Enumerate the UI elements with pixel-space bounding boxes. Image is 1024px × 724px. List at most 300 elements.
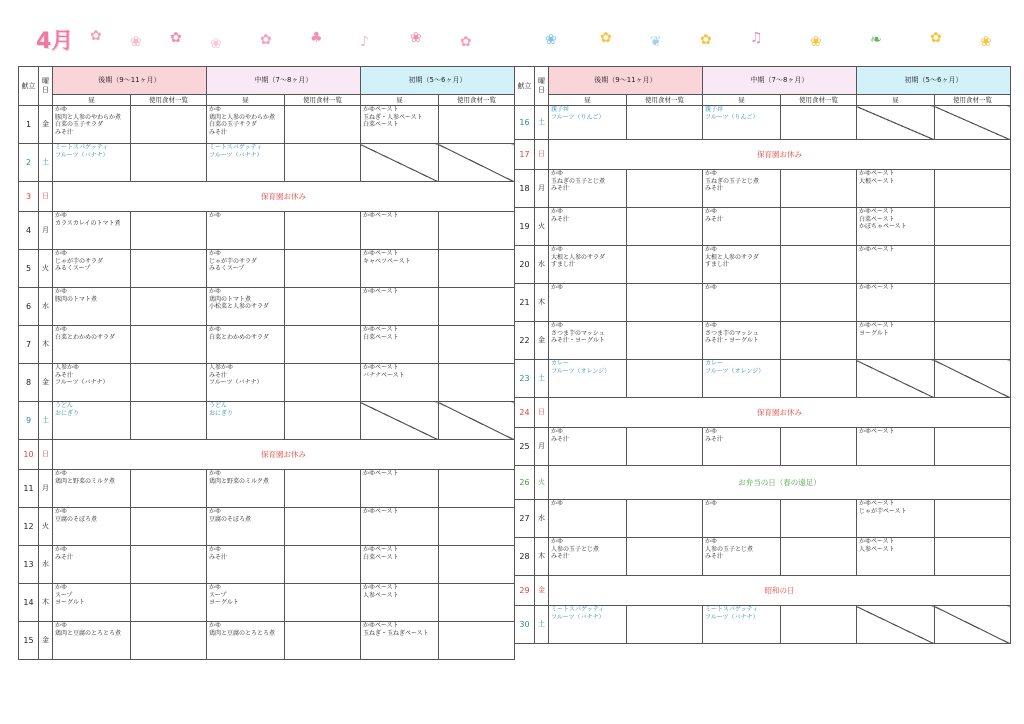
- menu-item: かゆ: [55, 622, 68, 629]
- weekday: 金: [39, 622, 53, 660]
- menu-item: キャベツペースト: [362, 257, 411, 265]
- ingredients-cell: [934, 500, 1010, 538]
- weekday: 金: [535, 576, 549, 606]
- menu-cell: [53, 402, 131, 440]
- ingredients-cell: [284, 402, 360, 440]
- ingredients-cell: [780, 500, 856, 538]
- header-banner: [0, 0, 1024, 62]
- menu-item: フルーツ（りんご）: [704, 113, 759, 121]
- ingredients-cell: [934, 428, 1010, 466]
- ingredients-cell: [284, 212, 360, 250]
- menu-cell: [856, 428, 934, 466]
- ingredients-cell: [284, 250, 360, 288]
- menu-item: ミートスパゲッティ: [55, 144, 109, 151]
- table-row: [19, 584, 515, 622]
- menu-item: かゆ: [208, 288, 221, 295]
- menu-item: かゆ: [55, 470, 68, 477]
- menu-cell: [702, 106, 780, 140]
- menu-item: みるくスープ: [55, 265, 91, 272]
- weekday: 土: [535, 106, 549, 140]
- weekday: 日: [535, 398, 549, 428]
- weekday: 木: [535, 284, 549, 322]
- table-row: [19, 144, 515, 182]
- table-row: [19, 212, 515, 250]
- menu-item: みそ汁: [551, 185, 570, 192]
- menu-item: かぼちゃペースト: [858, 223, 907, 230]
- day-number: 5: [19, 250, 39, 288]
- menu-item: かゆ: [551, 170, 564, 177]
- table-row: [19, 440, 515, 470]
- ingredients-cell: [284, 546, 360, 584]
- ingredients-cell: [934, 284, 1010, 322]
- menu-item: かゆペースト: [362, 288, 399, 295]
- menu-item: みそ汁: [55, 553, 74, 561]
- menu-cell: [856, 246, 934, 284]
- menu-item: かゆ: [704, 284, 717, 291]
- menu-cell: [549, 284, 627, 322]
- butterfly-icon: ❦: [650, 34, 662, 50]
- ingredients-cell: [438, 508, 514, 546]
- menu-item: フルーツ（バナナ）: [208, 151, 263, 159]
- menu-item: 豆腐のそぼろ煮: [55, 515, 98, 523]
- menu-item: かゆ: [55, 212, 68, 219]
- menu-cell: [702, 208, 780, 246]
- menu-item: 白菜ペースト: [858, 215, 895, 223]
- weekday: 火: [535, 466, 549, 500]
- menu-item: 人参かゆ: [55, 364, 80, 371]
- menu-cell: [856, 538, 934, 576]
- lunch-header: 昼: [360, 95, 438, 106]
- menu-item: 人参の玉子とじ煮: [704, 545, 753, 553]
- ingredients-cell: [780, 208, 856, 246]
- menu-item: 大根と人参のサラダ: [551, 253, 605, 261]
- menu-item: 親子丼: [551, 106, 570, 113]
- menu-item: みそ汁: [704, 215, 723, 223]
- menu-cell: [206, 508, 284, 546]
- menu-cell: [53, 288, 131, 326]
- menu-item: フルーツ（バナナ）: [55, 151, 109, 159]
- menu-item: かゆ: [208, 622, 221, 629]
- menu-cell: [549, 170, 627, 208]
- menu-cell: [360, 288, 438, 326]
- table-row: [515, 140, 1011, 170]
- menu-item: 白菜ペースト: [362, 553, 399, 561]
- menu-item: かゆ: [55, 326, 68, 333]
- ingredients-cell: [934, 208, 1010, 246]
- ingredients-cell: [626, 208, 702, 246]
- menu-item: スープ: [208, 591, 227, 599]
- early-stage-header: 初期（5～6ヶ月）: [360, 67, 514, 95]
- menu-cell: [206, 106, 284, 144]
- music-note-icon: ♪: [360, 34, 369, 50]
- ingredients-cell: [626, 606, 702, 644]
- ingredients-cell: [626, 246, 702, 284]
- menu-item: おにぎり: [208, 409, 233, 417]
- weekday: 水: [39, 546, 53, 584]
- ingredients-cell: [626, 322, 702, 360]
- kondate-header: 献立: [19, 67, 39, 106]
- menu-item: カレー: [704, 360, 723, 367]
- weekday: 水: [39, 288, 53, 326]
- ingredients-cell: [438, 470, 514, 508]
- menu-cell: [53, 364, 131, 402]
- day-number: 12: [19, 508, 39, 546]
- weekday: 金: [39, 106, 53, 144]
- menu-item: かゆ: [704, 538, 717, 545]
- menu-item: かゆ: [551, 322, 564, 329]
- menu-cell: [549, 246, 627, 284]
- weekday: 土: [535, 360, 549, 398]
- ingredients-cell: [780, 360, 856, 398]
- table-row: [19, 622, 515, 660]
- ingredients-cell: [438, 622, 514, 660]
- menu-item: 鶏肉と野菜のミルク煮: [55, 477, 115, 485]
- ingredients-cell: [130, 402, 206, 440]
- menu-item: かゆ: [551, 428, 564, 435]
- menu-item: かゆペースト: [362, 508, 399, 515]
- table-row: [515, 208, 1011, 246]
- menu-cell: [702, 170, 780, 208]
- ingredients-cell: [130, 288, 206, 326]
- menu-item: かゆ: [208, 584, 221, 591]
- leaf-icon: ❧: [870, 32, 882, 48]
- menu-item: かゆ: [704, 428, 717, 435]
- menu-cell: [360, 326, 438, 364]
- menu-cell: [702, 428, 780, 466]
- menu-cell: [360, 622, 438, 660]
- ingredients-cell: [626, 360, 702, 398]
- ingredients-cell: [934, 170, 1010, 208]
- menu-cell: [702, 246, 780, 284]
- menu-cell: [549, 106, 627, 140]
- menu-item: かゆ: [208, 250, 221, 257]
- weekday: 木: [39, 584, 53, 622]
- ingredients-cell: [438, 326, 514, 364]
- menu-item: みそ汁: [704, 435, 723, 443]
- ingredients-cell: [626, 106, 702, 140]
- ingredients-cell: [780, 428, 856, 466]
- menu-item: 小松菜と人参のサラダ: [208, 303, 269, 310]
- flower-icon: ❀: [545, 32, 557, 48]
- menu-cell: [53, 106, 131, 144]
- menu-item: みそ汁: [55, 128, 74, 136]
- ingredients-cell: [780, 284, 856, 322]
- ingredients-cell: [438, 212, 514, 250]
- day-number: 8: [19, 364, 39, 402]
- flower-icon: ❀: [980, 34, 992, 50]
- menu-cell: [549, 606, 627, 644]
- table-row: [19, 508, 515, 546]
- menu-cell: [856, 500, 934, 538]
- menu-item: かゆペースト: [858, 246, 895, 253]
- lunch-header: 昼: [206, 95, 284, 106]
- ingredients-cell: [934, 322, 1010, 360]
- menu-item: ミートスパゲッティ: [551, 606, 605, 613]
- menu-item: うどん: [208, 402, 227, 409]
- menu-item: 白菜とわかめのサラダ: [208, 333, 269, 341]
- weekday: 日: [39, 182, 53, 212]
- menu-item: かゆペースト: [362, 470, 399, 477]
- menu-item: かゆ: [55, 508, 68, 515]
- menu-item: かゆ: [704, 500, 717, 507]
- menu-item: かゆペースト: [858, 284, 895, 291]
- menu-cell: [206, 402, 284, 440]
- table-row: [19, 326, 515, 364]
- menu-item: じゃが芋のサラダ: [208, 257, 257, 265]
- empty-cell: [438, 144, 514, 182]
- table-row: [19, 250, 515, 288]
- menu-item: 豚肉のトマト煮: [55, 295, 98, 303]
- ingredients-cell: [934, 246, 1010, 284]
- menu-item: かゆ: [208, 470, 221, 477]
- weekday: 月: [535, 170, 549, 208]
- weekday: 木: [39, 326, 53, 364]
- menu-table-right: [514, 66, 1011, 644]
- menu-item: 親子丼: [704, 106, 723, 113]
- table-row: [515, 606, 1011, 644]
- menu-item: かゆ: [208, 546, 221, 553]
- flower-icon: ❀: [810, 34, 822, 50]
- menu-item: かゆペースト: [362, 584, 399, 591]
- table-row: [515, 170, 1011, 208]
- menu-cell: [53, 144, 131, 182]
- flower-icon: ✿: [600, 30, 612, 46]
- ingredients-cell: [438, 288, 514, 326]
- ingredients-cell: [284, 326, 360, 364]
- menu-cell: [702, 606, 780, 644]
- menu-item: かゆ: [704, 322, 717, 329]
- menu-cell: [549, 360, 627, 398]
- day-number: 26: [515, 466, 535, 500]
- menu-item: かゆ: [55, 546, 68, 553]
- menu-cell: [702, 538, 780, 576]
- menu-item: 鶏肉と人参のやわらか煮: [208, 113, 275, 121]
- table-row: [515, 284, 1011, 322]
- menu-item: バナナペースト: [362, 371, 405, 379]
- menu-cell: [360, 584, 438, 622]
- ingredients-cell: [130, 508, 206, 546]
- ingredients-cell: [626, 284, 702, 322]
- menu-item: かゆ: [55, 584, 68, 591]
- ingredients-cell: [130, 622, 206, 660]
- table-row: [515, 500, 1011, 538]
- menu-cell: [206, 622, 284, 660]
- menu-item: かゆ: [704, 208, 717, 215]
- weekday: 月: [39, 470, 53, 508]
- late-stage-header: 後期（9～11ヶ月）: [53, 67, 207, 95]
- menu-item: フルーツ（オレンジ）: [551, 367, 611, 375]
- menu-cell: [549, 538, 627, 576]
- menu-item: 人参かゆ: [208, 364, 233, 371]
- day-number: 27: [515, 500, 535, 538]
- table-row: [19, 470, 515, 508]
- ingredients-cell: [934, 538, 1010, 576]
- menu-item: 鶏肉と豆腐のとろとろ煮: [55, 629, 122, 637]
- weekday-header: 曜日: [39, 67, 53, 106]
- menu-item: かゆペースト: [858, 538, 895, 545]
- ingredients-cell: [130, 546, 206, 584]
- menu-cell: [53, 584, 131, 622]
- mid-stage-header: 中期（7～8ヶ月）: [206, 67, 360, 95]
- menu-cell: [856, 322, 934, 360]
- empty-cell: [934, 106, 1010, 140]
- menu-item: フルーツ（オレンジ）: [704, 367, 765, 375]
- menu-item: かゆ: [208, 326, 221, 333]
- menu-cell: [206, 584, 284, 622]
- menu-cell: [856, 208, 934, 246]
- menu-cell: [549, 500, 627, 538]
- menu-table-left: [18, 66, 515, 660]
- mid-stage-header: 中期（7～8ヶ月）: [702, 67, 856, 95]
- table-row: [515, 360, 1011, 398]
- menu-item: じゃが芋ペースト: [858, 507, 907, 515]
- table-row: [19, 546, 515, 584]
- menu-cell: [856, 170, 934, 208]
- day-number: 10: [19, 440, 39, 470]
- empty-cell: [856, 606, 934, 644]
- table-row: [515, 466, 1011, 500]
- day-number: 15: [19, 622, 39, 660]
- day-number: 21: [515, 284, 535, 322]
- menu-item: 白菜の玉子サラダ: [208, 121, 257, 128]
- flower-icon: ✿: [170, 30, 182, 46]
- ingredients-header: 使用食材一覧: [934, 95, 1010, 106]
- table-row: [515, 398, 1011, 428]
- day-number: 9: [19, 402, 39, 440]
- menu-item: かゆ: [55, 288, 68, 295]
- menu-item: みそ汁: [551, 435, 570, 443]
- table-row: [19, 182, 515, 212]
- ingredients-cell: [626, 428, 702, 466]
- ingredients-cell: [130, 326, 206, 364]
- menu-item: かゆ: [551, 208, 564, 215]
- menu-cell: [702, 360, 780, 398]
- day-number: 11: [19, 470, 39, 508]
- table-row: [19, 288, 515, 326]
- ingredients-header: 使用食材一覧: [626, 95, 702, 106]
- menu-cell: [206, 326, 284, 364]
- ingredients-cell: [284, 106, 360, 144]
- menu-item: ミートスパゲッティ: [704, 606, 759, 613]
- day-number: 19: [515, 208, 535, 246]
- weekday: 金: [39, 364, 53, 402]
- menu-item: かゆペースト: [362, 622, 399, 629]
- ingredients-cell: [284, 144, 360, 182]
- day-note: 保育園お休み: [53, 182, 515, 212]
- menu-cell: [53, 470, 131, 508]
- menu-item: フルーツ（バナナ）: [704, 613, 759, 621]
- day-number: 1: [19, 106, 39, 144]
- menu-item: かゆペースト: [858, 428, 895, 435]
- menu-item: すまし汁: [551, 261, 576, 268]
- tree-icon: ♣: [310, 30, 323, 46]
- ingredients-cell: [284, 288, 360, 326]
- menu-cell: [360, 212, 438, 250]
- menu-cell: [206, 144, 284, 182]
- menu-item: 玉ねぎの玉子とじ煮: [704, 177, 759, 185]
- menu-item: かゆ: [551, 538, 564, 545]
- empty-cell: [360, 144, 438, 182]
- ingredients-cell: [130, 584, 206, 622]
- music-note-icon: ♫: [750, 30, 763, 46]
- day-number: 24: [515, 398, 535, 428]
- weekday: 水: [535, 246, 549, 284]
- menu-item: かゆペースト: [362, 106, 399, 113]
- ingredients-header: 使用食材一覧: [284, 95, 360, 106]
- menu-item: みそ汁: [55, 371, 74, 379]
- ingredients-cell: [438, 546, 514, 584]
- ingredients-cell: [780, 106, 856, 140]
- menu-item: フルーツ（バナナ）: [55, 379, 109, 386]
- menu-item: 鶏肉と豆腐のとろとろ煮: [208, 629, 275, 637]
- menu-item: みそ汁: [208, 371, 227, 379]
- weekday: 火: [39, 250, 53, 288]
- menu-item: さつま芋のマッシュ: [704, 329, 759, 337]
- day-number: 14: [19, 584, 39, 622]
- menu-cell: [360, 364, 438, 402]
- ingredients-cell: [130, 470, 206, 508]
- menu-item: みるくスープ: [208, 265, 245, 272]
- day-number: 3: [19, 182, 39, 212]
- left-rows: [19, 106, 515, 660]
- weekday: 木: [535, 538, 549, 576]
- day-number: 7: [19, 326, 39, 364]
- menu-item: 大根ペースト: [858, 177, 895, 185]
- menu-item: みそ汁: [704, 185, 723, 192]
- flower-icon: ❀: [210, 36, 222, 52]
- ingredients-cell: [130, 144, 206, 182]
- day-number: 30: [515, 606, 535, 644]
- menu-cell: [549, 322, 627, 360]
- day-number: 29: [515, 576, 535, 606]
- menu-item: ヨーグルト: [858, 329, 889, 337]
- flower-icon: ❀: [130, 34, 142, 50]
- ingredients-cell: [284, 508, 360, 546]
- menu-item: 人参ペースト: [362, 591, 399, 599]
- menu-cell: [549, 428, 627, 466]
- flower-icon: ✿: [700, 32, 712, 48]
- day-number: 28: [515, 538, 535, 576]
- table-row: [515, 428, 1011, 466]
- day-number: 16: [515, 106, 535, 140]
- ingredients-cell: [780, 170, 856, 208]
- ingredients-cell: [438, 250, 514, 288]
- menu-item: じゃが芋のサラダ: [55, 257, 103, 265]
- ingredients-header: 使用食材一覧: [780, 95, 856, 106]
- day-number: 20: [515, 246, 535, 284]
- menu-item: フルーツ（バナナ）: [551, 613, 605, 621]
- menu-item: カラスカレイのトマト煮: [55, 219, 121, 227]
- ingredients-cell: [130, 106, 206, 144]
- month-title: 4月: [36, 29, 74, 54]
- empty-cell: [438, 402, 514, 440]
- weekday: 月: [39, 212, 53, 250]
- table-row: [515, 322, 1011, 360]
- menu-item: 豚肉と人参のやわらか煮: [55, 113, 122, 121]
- day-number: 22: [515, 322, 535, 360]
- day-note: 保育園お休み: [549, 140, 1011, 170]
- ingredients-cell: [626, 500, 702, 538]
- menu-cell: [702, 322, 780, 360]
- flower-icon: ✿: [460, 34, 472, 50]
- menu-cell: [53, 508, 131, 546]
- ingredients-cell: [130, 212, 206, 250]
- menu-item: かゆペースト: [362, 364, 399, 371]
- menu-item: かゆ: [704, 246, 717, 253]
- menu-item: 玉ねぎの玉子とじ煮: [551, 177, 606, 185]
- early-stage-header: 初期（5～6ヶ月）: [856, 67, 1010, 95]
- weekday: 土: [535, 606, 549, 644]
